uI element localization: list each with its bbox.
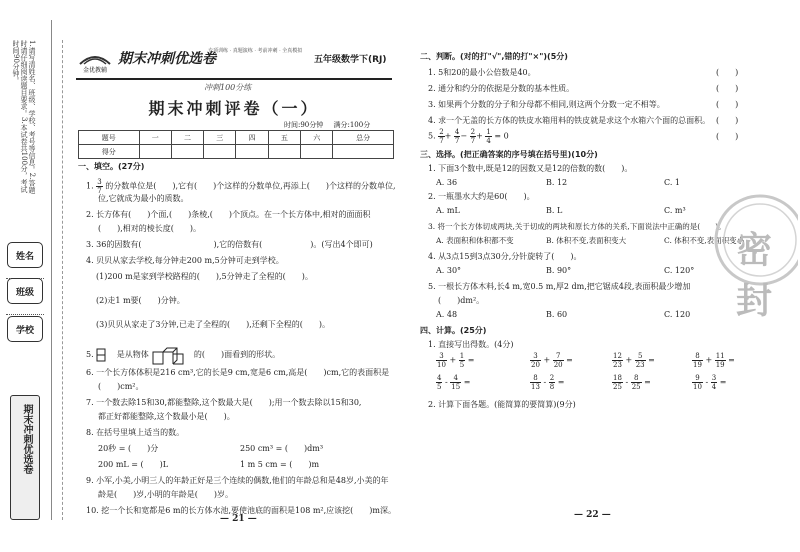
question-9-cont: 龄是( )岁,小明的年龄是( )岁。 xyxy=(98,490,234,499)
choice-3-option-a[interactable]: A. 表面积和体积都不变 xyxy=(436,236,514,245)
answer-paren[interactable]: ( ) xyxy=(716,116,739,125)
choice-4-option-a[interactable]: A. 30° xyxy=(436,266,462,275)
choice-1-option-c[interactable]: C. 1 xyxy=(664,178,681,187)
section-fill-blank: 一、填空。(27分) xyxy=(78,162,145,171)
choice-2-option-b[interactable]: B. L xyxy=(546,206,563,215)
choice-1-option-a[interactable]: A. 36 xyxy=(436,178,458,187)
question-5: 5. 是从物体 的( )面看到的形状。 xyxy=(86,344,280,366)
calc-item: $\frac{3}{10}$ + $\frac{1}{5}$ = xyxy=(437,352,475,369)
fraction: $\frac{2}{7}$ xyxy=(470,128,476,145)
section-calculation: 四、计算。(25分) xyxy=(420,326,487,335)
choice-5-cont: ( )dm²。 xyxy=(438,296,485,305)
score-cell: 六 xyxy=(301,131,333,145)
binding-cut-line xyxy=(62,40,63,520)
question-2: 2. 长方体有( )个面,( )条棱,( )个顶点。在一个长方体中,相对的面面积 xyxy=(86,210,371,219)
name-field[interactable]: 姓名 xyxy=(7,242,43,268)
sidebar-instructions: 1.请写清姓名、班级、学校、考号等信息。2.答题时请仔细阅读题目要求。3.本试卷共100分，考试时间90分钟。 xyxy=(12,40,36,194)
score-cell: 题号 xyxy=(79,131,140,145)
plan-view-shape-icon xyxy=(96,348,114,362)
fraction: $\frac{3}{7}$ xyxy=(97,178,102,195)
fraction: $\frac{1}{4}$ xyxy=(486,128,491,145)
question-6: 6. 一个长方体体积是216 cm³,它的长是9 cm,宽是6 cm,高是( )cm,它的表面积是 xyxy=(86,368,390,377)
calc-item: $\frac{12}{23}$ + $\frac{5}{23}$ = xyxy=(613,352,655,369)
choice-4: 4. 从3点15到3点30分,分针旋转了( )。 xyxy=(428,252,582,261)
fraction: $\frac{2}{7}$ xyxy=(439,128,444,145)
question-7: 7. 一个数去除15和30,都能整除,这个数最大是( );用一个数去除以15和30, xyxy=(86,398,362,407)
judge-4: 4. 求一个无盖的长方体的铁皮水箱用料的铁皮就是求这个水箱六个面的总面积。 xyxy=(428,116,711,125)
grade-label: 五年级数学下(RJ) xyxy=(314,55,387,65)
calc-item: $\frac{9}{10}$ - $\frac{3}{4}$ = xyxy=(693,374,727,391)
calc-part-1: 1. 直接写出得数。(4分) xyxy=(428,340,514,349)
conversion-1: 20秒 = ( )分 xyxy=(98,444,159,453)
question-1-cont: 位,它就成为最小的质数。 xyxy=(98,194,189,203)
choice-4-option-c[interactable]: C. 120° xyxy=(664,266,695,275)
header-rule xyxy=(76,78,392,80)
score-table-score-row xyxy=(79,145,394,159)
score-input-cell[interactable] xyxy=(204,145,236,159)
calc-item: $\frac{4}{5}$ - $\frac{4}{15}$ = xyxy=(437,374,471,391)
exam-title: 期末冲刺评卷（一） xyxy=(148,99,320,118)
question-10: 10. 挖一个长和宽都是6 m的长方体水池,要使池底的面积是108 m²,应该挖( )m深。 xyxy=(86,506,397,515)
question-9: 9. 小军,小美,小明三人的年龄正好是三个连续的偶数,他们的年龄总和是48岁,小美的年 xyxy=(86,476,389,485)
section-multiple-choice: 三、选择。(把正确答案的序号填在括号里)(10分) xyxy=(420,150,598,159)
score-table xyxy=(78,130,394,159)
question-7-cont: 都正好都能整除,这个数最小是( )。 xyxy=(98,412,235,421)
conversion-3: 200 mL = ( )L xyxy=(98,460,169,469)
answer-paren[interactable]: ( ) xyxy=(716,132,739,141)
question-4-2: (2)走1 m要( )分钟。 xyxy=(96,296,185,305)
score-input-cell[interactable] xyxy=(236,145,268,159)
score-cell: 五 xyxy=(268,131,300,145)
score-cell: 总分 xyxy=(333,131,394,145)
judge-3: 3. 如果两个分数的分子和分母都不相同,则这两个分数一定不相等。 xyxy=(428,100,665,109)
conversion-2: 250 cm³ = ( )dm³ xyxy=(240,444,324,453)
question-1: 1. $\frac{3}{7}$ 的分数单位是( ),它有( )个这样的分数单位,再添上( )个这样的分数单位, xyxy=(86,178,396,195)
calc-item: $\frac{18}{25}$ - $\frac{8}{25}$ = xyxy=(613,374,651,391)
score-cell: 得分 xyxy=(79,145,140,159)
time-limit: 时间:90分钟 xyxy=(284,121,324,129)
answer-paren[interactable]: ( ) xyxy=(716,68,739,77)
cube-stack-icon xyxy=(151,344,191,366)
question-3: 3. 36的因数有( ),它的倍数有( )。(写出4个即可) xyxy=(86,240,373,249)
answer-paren[interactable]: ( ) xyxy=(716,84,739,93)
seal-stamp-text: 密封 xyxy=(736,229,773,322)
choice-2-option-c[interactable]: C. m³ xyxy=(664,206,686,215)
binding-strip xyxy=(0,20,52,520)
fraction: $\frac{4}{7}$ xyxy=(454,128,460,145)
brand-title: 期末冲刺优选卷 xyxy=(118,51,216,67)
school-field[interactable]: 学校 xyxy=(7,316,43,342)
choice-4-option-b[interactable]: B. 90° xyxy=(546,266,572,275)
class-field[interactable]: 班级 xyxy=(7,278,43,304)
full-score: 满分:100分 xyxy=(333,121,371,129)
page-number-right: — 22 — xyxy=(574,510,611,520)
calc-item: $\frac{8}{13}$ - $\frac{2}{8}$ = xyxy=(531,374,565,391)
score-cell: 四 xyxy=(236,131,268,145)
choice-2-option-a[interactable]: A. mL xyxy=(436,206,460,215)
judge-1: 1. 5和20的最小公倍数是40。 xyxy=(428,68,536,77)
class-line xyxy=(6,314,44,315)
page-header xyxy=(76,44,396,78)
score-input-cell[interactable] xyxy=(171,145,203,159)
question-4: 4. 贝贝从家去学校,每分钟走200 m,5分钟可走到学校。 xyxy=(86,256,284,265)
choice-1-option-b[interactable]: B. 12 xyxy=(546,178,568,187)
conversion-4: 1 m 5 cm = ( )m xyxy=(240,460,320,469)
judge-5: 5. $\frac{2}{7}$ + $\frac{4}{7}$ − $\frac{2}{7}$ + $\frac{1}{4}$ = 0 xyxy=(428,128,509,145)
section-true-false: 二、判断。(对的打"√",错的打"×")(5分) xyxy=(420,52,568,61)
choice-5-option-b[interactable]: B. 60 xyxy=(546,310,568,319)
question-2-cont: ( ),相对的棱长度( )。 xyxy=(98,224,202,233)
score-input-cell[interactable] xyxy=(268,145,300,159)
vertical-brand-logo: 期末冲刺优选卷 xyxy=(10,395,40,520)
choice-5: 5. 一根长方体木料,长4 m,宽0.5 m,厚2 dm,把它锯成4段,表面积最少增加 xyxy=(428,282,691,291)
logo-small-text: 金优教辅 xyxy=(82,67,108,74)
choice-5-option-c[interactable]: C. 120 xyxy=(664,310,691,319)
answer-paren[interactable]: ( ) xyxy=(716,100,739,109)
book-logo-icon xyxy=(76,44,114,74)
choice-3: 3. 将一个长方体切成两块,关于切成的两块和原长方体的关系,下面说法中正确的是( )。 xyxy=(428,222,726,231)
subtag: 冲刺100分练 xyxy=(204,83,252,92)
score-cell: 三 xyxy=(204,131,236,145)
score-input-cell[interactable] xyxy=(301,145,333,159)
choice-2: 2. 一瓶墨水大约是60( )。 xyxy=(428,192,535,201)
question-4-1: (1)200 m是家到学校路程的( ),5分钟走了全程的( )。 xyxy=(96,272,313,281)
score-input-cell[interactable] xyxy=(333,145,394,159)
page-number-left: — 21 — xyxy=(220,514,257,524)
time-score-info xyxy=(276,120,370,130)
choice-1: 1. 下面3个数中,既是12的因数又是12的倍数的数( )。 xyxy=(428,164,633,173)
calc-item: $\frac{8}{19}$ + $\frac{11}{19}$ = xyxy=(693,352,735,369)
score-cell: 二 xyxy=(171,131,203,145)
score-table-header-row xyxy=(79,131,394,145)
choice-3-option-c[interactable]: C. 体积不变,表面积变小 xyxy=(664,236,745,245)
judge-2: 2. 通分和约分的依据是分数的基本性质。 xyxy=(428,84,575,93)
choice-3-option-b[interactable]: B. 体积不变,表面积变大 xyxy=(546,236,627,245)
question-8: 8. 在括号里填上适当的数。 xyxy=(86,428,185,437)
calc-item: $\frac{3}{20}$ + $\frac{7}{20}$ = xyxy=(531,352,573,369)
score-input-cell[interactable] xyxy=(139,145,171,159)
calc-part-2: 2. 计算下面各题。(能简算的要简算)(9分) xyxy=(428,400,576,409)
score-cell: 一 xyxy=(139,131,171,145)
choice-5-option-a[interactable]: A. 48 xyxy=(436,310,458,319)
question-6-cont: ( )cm²。 xyxy=(98,382,144,391)
brand-slogan: 专项训练 · 真题演练 · 考前冲刺 · 全真模拟 xyxy=(208,48,303,54)
question-4-3: (3)贝贝从家走了3分钟,已走了全程的( ),还剩下全程的( )。 xyxy=(96,320,330,329)
